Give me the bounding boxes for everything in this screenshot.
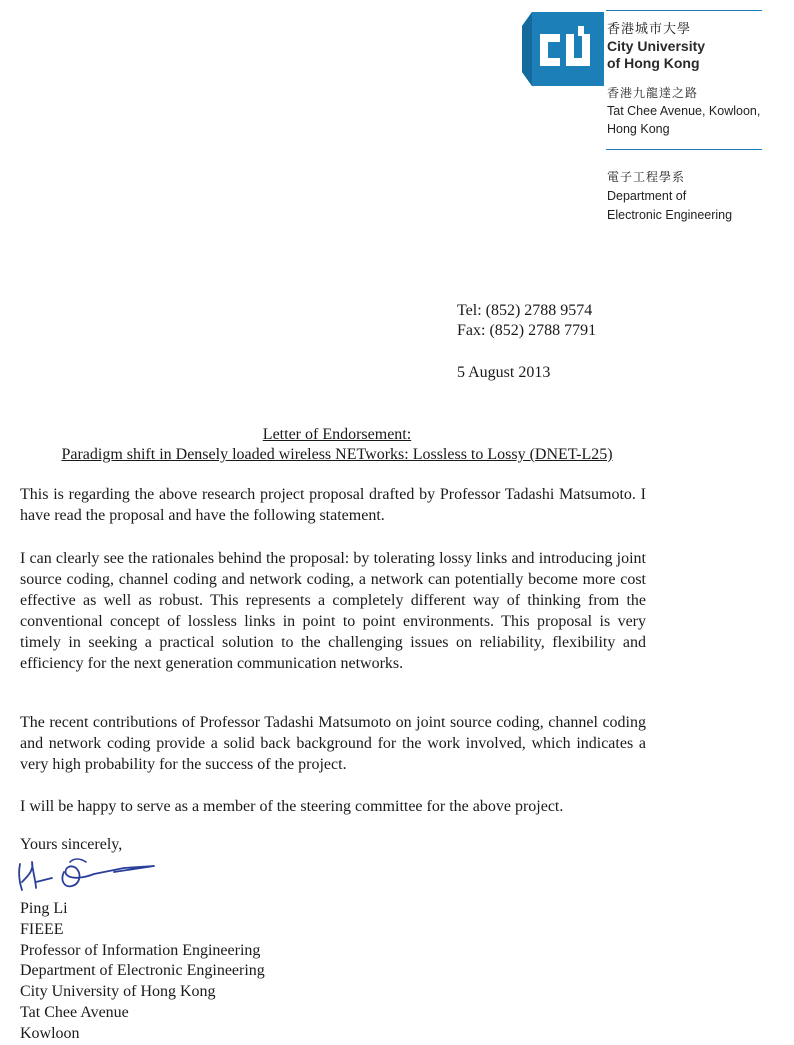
signatory-honor: FIEEE: [20, 920, 64, 938]
cityu-logo-icon: [522, 12, 604, 86]
signatory-block: [20, 899, 265, 1045]
university-address: [607, 84, 760, 138]
signatory-name: Ping Li: [20, 900, 68, 917]
signatory-institution: City University of Hong Kong: [20, 983, 216, 1001]
university-name-en-line1: City University: [607, 38, 706, 54]
department-zh: 電子工程學系: [607, 170, 686, 184]
address-line1: Tat Chee Avenue, Kowloon,: [607, 104, 761, 118]
university-name-en-line2: of Hong Kong: [607, 55, 700, 71]
address-zh: 香港九龍達之路: [607, 86, 699, 100]
signatory-title: Professor of Information Engineering: [20, 941, 261, 959]
subject-heading: Letter of Endorsement:: [262, 426, 412, 443]
letterhead-top-rule: [606, 10, 762, 11]
closing-salutation: Yours sincerely,: [20, 836, 123, 853]
fax: Fax: (852) 2788 7791: [457, 322, 597, 339]
handwritten-signature: [14, 852, 164, 896]
letter-subject: [20, 425, 654, 465]
address-line2: Hong Kong: [607, 122, 670, 136]
telephone: Tel: (852) 2788 9574: [457, 302, 593, 319]
signatory-street: Tat Chee Avenue: [20, 1003, 129, 1021]
signatory-city: Kowloon: [20, 1024, 80, 1042]
university-name: [607, 20, 705, 72]
letterhead-divider: [606, 149, 762, 150]
body-paragraph-1: This is regarding the above research project proposal drafted by Professor Tadashi Matsumoto. I have read the proposal and have the following statement.: [20, 486, 646, 524]
contact-info: [457, 301, 596, 341]
body-paragraph-2: I can clearly see the rationales behind the proposal: by tolerating lossy links and introducing joint source coding, channel coding and network coding, a network can potentially become more cost effective as well as robust. This represents a completely different way of thinking from the conventional concept of lossless links in point to point environments. This proposal is very timely in seeking a practical solution to the challenging issues on reliability, flexibility and efficiency for the next generation communication networks.: [20, 550, 646, 672]
department-line1: Department of: [607, 189, 687, 203]
body-paragraph-4: I will be happy to serve as a member of the steering committee for the above project.: [20, 798, 564, 815]
subject-project-title: Paradigm shift in Densely loaded wireless NETworks: Lossless to Lossy (DNET-L25): [61, 446, 613, 463]
signatory-department: Department of Electronic Engineering: [20, 962, 265, 980]
department-line2: Electronic Engineering: [607, 208, 733, 222]
university-name-zh: 香港城市大學: [607, 21, 692, 36]
letter-date: 5 August 2013: [457, 364, 551, 381]
body-paragraph-3: The recent contributions of Professor Tadashi Matsumoto on joint source coding, channel coding and network coding provide a solid back background for the work involved, which indicates a very high probability for the success of the project.: [20, 714, 646, 773]
department-block: [607, 168, 732, 225]
